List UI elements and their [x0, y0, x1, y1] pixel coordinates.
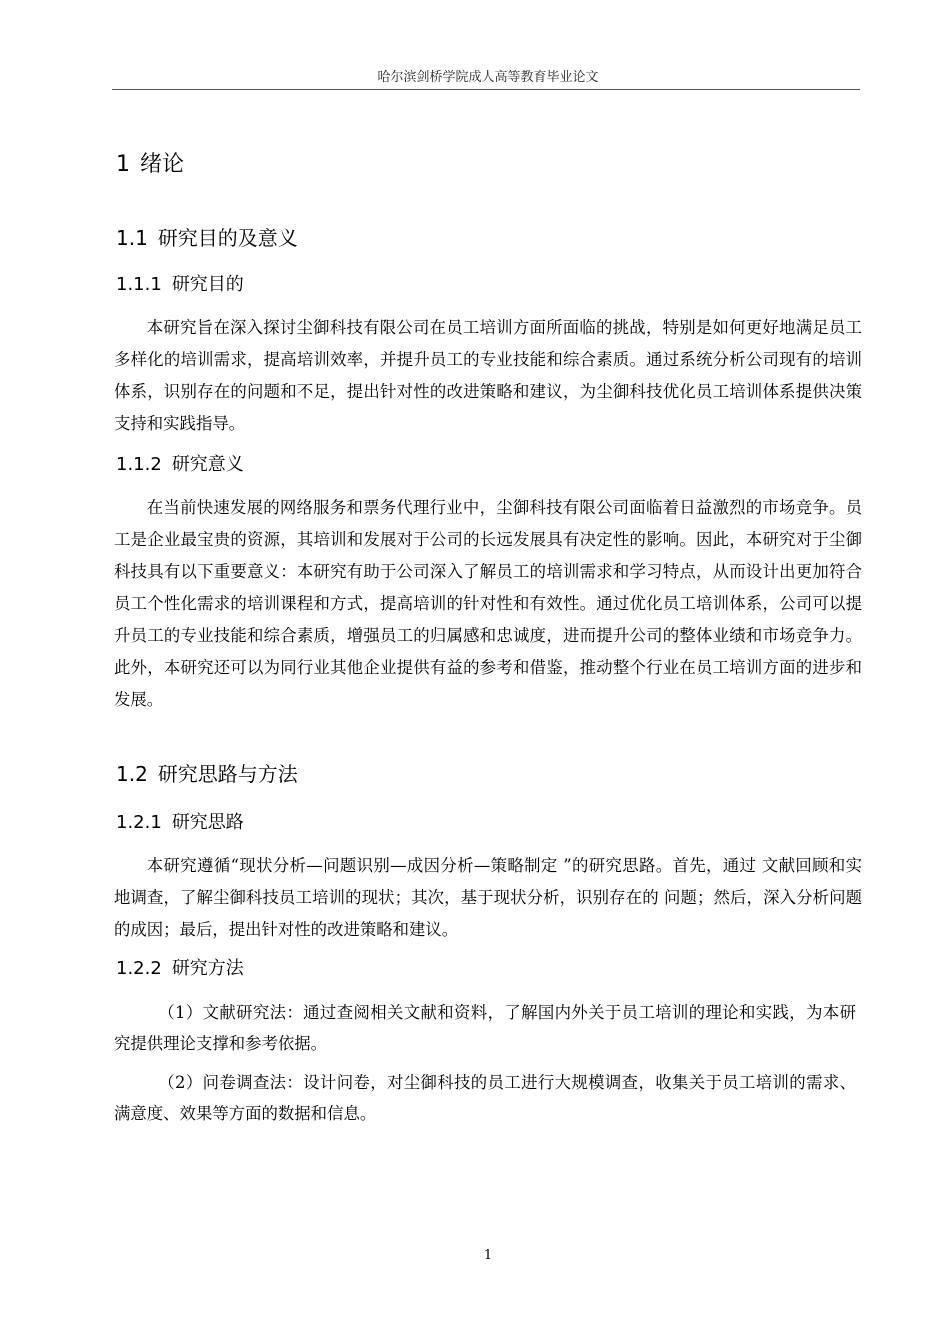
chapter-heading: [116, 150, 184, 180]
chapter-title: 绪论: [140, 152, 185, 177]
section-title: 研究目的及意义: [157, 226, 298, 250]
chapter-number: 1: [116, 152, 130, 177]
section-number: 1.1: [116, 226, 148, 250]
paragraph-research-purpose: 本研究旨在深入探讨尘御科技有限公司在员工培训方面所面临的挑战，特别是如何更好地满足员工多样化的培训需求，提高培训效率，并提升员工的专业技能和综合素质。通过系统分析公司现有的培训体系，识别存在的问题和不足，提出针对性的改进策略和建议，为尘御科技优化员工培训体系提供决策支持和实践指导。: [114, 318, 862, 433]
section-heading-1-2: [116, 760, 298, 788]
paragraph-method-literature: （1）文献研究法：通过查阅相关文献和资料，了解国内外关于员工培训的理论和实践，为本研究提供理论支撑和参考依据。: [114, 1003, 856, 1053]
subsection-title: 研究思路: [171, 812, 244, 833]
section-number: 1.2: [116, 762, 148, 786]
subsection-heading-1-2-1: [116, 810, 244, 836]
subsection-number: 1.1.1: [116, 274, 162, 295]
paragraph-research-approach: 本研究遵循“现状分析—问题识别—成因分析—策略制定 ”的研究思路。首先，通过 文献回顾和实地调查，了解尘御科技员工培训的现状；其次，基于现状分析，识别存在的 问题；然后，深入分析问题的成因；最后，提出针对性的改进策略和建议。: [114, 856, 862, 939]
subsection-heading-1-2-2: [116, 956, 244, 982]
subsection-heading-1-1-2: [116, 452, 244, 478]
section-title: 研究思路与方法: [157, 762, 298, 786]
subsection-number: 1.1.2: [116, 454, 162, 475]
subsection-title: 研究意义: [171, 454, 244, 475]
header-divider: [112, 89, 860, 90]
subsection-number: 1.2.1: [116, 812, 162, 833]
section-heading-1-1: [116, 224, 298, 252]
paragraph-research-significance: 在当前快速发展的网络服务和票务代理行业中，尘御科技有限公司面临着日益激烈的市场竞争。员工是企业最宝贵的资源，其培训和发展对于公司的长远发展具有决定性的影响。因此，本研究对于尘御科技具有以下重要意义：本研究有助于公司深入了解员工的培训需求和学习特点，从而设计出更加符合员工个性化需求的培训课程和方式，提高培训的针对性和有效性。通过优化员工培训体系，公司可以提升员工的专业技能和综合素质，增强员工的归属感和忠诚度，进而提升公司的整体业绩和市场竞争力。此外，本研究还可以为同行业其他企业提供有益的参考和借鉴，推动整个行业在员工培训方面的进步和发展。: [114, 498, 862, 709]
subsection-title: 研究方法: [171, 958, 244, 979]
paragraph-method-questionnaire: （2）问卷调查法：设计问卷，对尘御科技的员工进行大规模调查，收集关于员工培训的需求、满意度、效果等方面的数据和信息。: [114, 1073, 856, 1123]
page-number: 1: [483, 1248, 493, 1263]
subsection-title: 研究目的: [171, 274, 244, 295]
subsection-heading-1-1-1: [116, 272, 244, 298]
subsection-number: 1.2.2: [116, 958, 162, 979]
running-header: 哈尔滨剑桥学院成人高等教育毕业论文: [377, 70, 599, 85]
